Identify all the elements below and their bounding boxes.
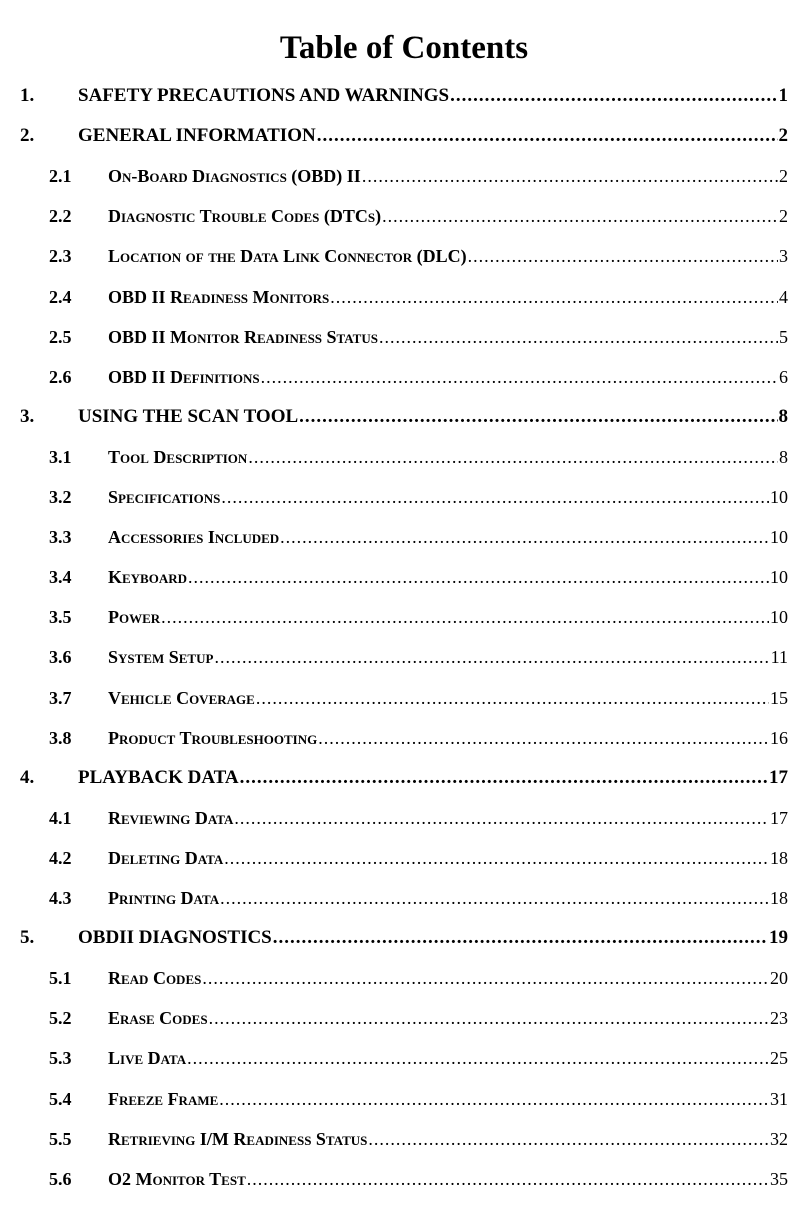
toc-entry-line [108, 1087, 788, 1111]
dot-leader [256, 686, 769, 710]
dot-leader [202, 966, 769, 990]
dot-leader [221, 485, 769, 509]
toc-entry-title: Reviewing Data [108, 808, 234, 828]
toc-entry-title: Retrieving I/M Readiness Status [108, 1129, 368, 1149]
toc-entry-number: 5. [20, 927, 35, 948]
dot-leader [299, 405, 777, 429]
toc-entry-title: GENERAL INFORMATION [78, 125, 316, 146]
toc-entry-line [108, 1127, 788, 1151]
toc-entry-number: 5.1 [49, 968, 72, 988]
toc-entry-number: 2.1 [49, 166, 72, 186]
toc-entry-title: OBDII DIAGNOSTICS [78, 927, 272, 948]
toc-page-number: 2 [778, 125, 788, 146]
toc-entry-number: 5.4 [49, 1089, 72, 1109]
toc-page-number: 16 [770, 728, 788, 748]
toc-section-row [0, 244, 808, 268]
dot-leader [318, 726, 769, 750]
toc-entry-number: 3. [20, 406, 35, 427]
toc-entry-title: OBD II Definitions [108, 367, 260, 387]
dot-leader [450, 84, 777, 108]
toc-page-number: 25 [770, 1048, 788, 1068]
toc-section-row [0, 846, 808, 870]
toc-entry-line [108, 565, 788, 589]
toc-page-number: 1 [778, 85, 788, 106]
dot-leader [234, 806, 769, 830]
toc-chapter-row [0, 926, 808, 950]
toc-entry-title: On-Board Diagnostics (OBD) II [108, 166, 361, 186]
dot-leader [224, 846, 769, 870]
toc-chapter-row [0, 124, 808, 148]
toc-entry-title: PLAYBACK DATA [78, 767, 239, 788]
toc-entry-line [78, 84, 788, 108]
toc-page-number: 10 [770, 527, 788, 547]
toc-entry-title: Erase Codes [108, 1008, 208, 1028]
toc-page-number: 11 [770, 647, 788, 667]
toc-page-number: 17 [770, 808, 788, 828]
toc-page-number: 18 [770, 888, 788, 908]
toc-entry-title: Freeze Frame [108, 1089, 219, 1109]
toc-entry-number: 3.1 [49, 447, 72, 467]
toc-page-number: 3 [779, 246, 788, 266]
toc-entry-line [108, 645, 788, 669]
toc-section-row [0, 645, 808, 669]
toc-section-row [0, 445, 808, 469]
toc-chapter-row [0, 405, 808, 429]
toc-entry-number: 4. [20, 767, 35, 788]
toc-entry-title: Printing Data [108, 888, 220, 908]
dot-leader [261, 365, 778, 389]
toc-entry-title: O2 Monitor Test [108, 1169, 246, 1189]
toc-chapter-row [0, 766, 808, 790]
toc-section-row [0, 285, 808, 309]
dot-leader [368, 1127, 769, 1151]
toc-page-number: 2 [779, 166, 788, 186]
toc-entry-line [108, 365, 788, 389]
toc-section-row [0, 565, 808, 589]
toc-entry-title: Keyboard [108, 567, 188, 587]
toc-entry-number: 3.4 [49, 567, 72, 587]
dot-leader [468, 244, 778, 268]
dot-leader [161, 605, 769, 629]
toc-section-row [0, 1006, 808, 1030]
toc-entry-number: 2.5 [49, 327, 72, 347]
toc-entry-line [108, 1006, 788, 1030]
dot-leader [379, 325, 778, 349]
toc-entry-number: 2.6 [49, 367, 72, 387]
toc-entry-number: 4.1 [49, 808, 72, 828]
toc-page-number: 20 [770, 968, 788, 988]
toc-entry-number: 3.8 [49, 728, 72, 748]
toc-page-number: 8 [778, 406, 788, 427]
toc-section-row [0, 204, 808, 228]
dot-leader [273, 926, 768, 950]
toc-entry-line [108, 1046, 788, 1070]
toc-section-row [0, 485, 808, 509]
toc-entry-title: OBD II Readiness Monitors [108, 287, 330, 307]
toc-entry-title: Deleting Data [108, 848, 224, 868]
toc-page-number: 6 [779, 367, 788, 387]
toc-section-row [0, 1046, 808, 1070]
dot-leader [220, 886, 769, 910]
toc-section-row [0, 686, 808, 710]
toc-entry-line [108, 325, 788, 349]
toc-section-row [0, 605, 808, 629]
toc-page-number: 2 [779, 206, 788, 226]
toc-entry-number: 5.2 [49, 1008, 72, 1028]
toc-entry-number: 3.3 [49, 527, 72, 547]
toc-page-number: 10 [770, 487, 788, 507]
toc-entry-number: 2.4 [49, 287, 72, 307]
toc-entry-title: Tool Description [108, 447, 248, 467]
toc-entry-line [108, 244, 788, 268]
toc-section-row [0, 1167, 808, 1191]
toc-section-row [0, 525, 808, 549]
toc-section-row [0, 365, 808, 389]
toc-section-row [0, 886, 808, 910]
toc-entry-title: Vehicle Coverage [108, 688, 255, 708]
toc-section-row [0, 1087, 808, 1111]
toc-entry-line [78, 124, 788, 148]
toc-entry-number: 3.2 [49, 487, 72, 507]
toc-section-row [0, 1127, 808, 1151]
dot-leader [362, 164, 778, 188]
toc-entry-line [108, 605, 788, 629]
toc-page-number: 23 [770, 1008, 788, 1028]
toc-entry-line [108, 1167, 788, 1191]
toc-entry-title: Product Troubleshooting [108, 728, 318, 748]
toc-entry-title: Read Codes [108, 968, 202, 988]
toc-entry-number: 2.3 [49, 246, 72, 266]
toc-entry-number: 3.5 [49, 607, 72, 627]
toc-entry-number: 3.6 [49, 647, 72, 667]
toc-section-row [0, 806, 808, 830]
dot-leader [219, 1087, 769, 1111]
dot-leader [280, 525, 769, 549]
toc-page-number: 8 [779, 447, 788, 467]
dot-leader [247, 1167, 769, 1191]
dot-leader [248, 445, 778, 469]
toc-chapter-row [0, 84, 808, 108]
toc-section-row [0, 164, 808, 188]
toc-section-row [0, 966, 808, 990]
toc-entry-number: 2.2 [49, 206, 72, 226]
toc-entry-number: 4.2 [49, 848, 72, 868]
toc-entry-line [108, 285, 788, 309]
toc-entry-line [108, 204, 788, 228]
toc-page-number: 18 [770, 848, 788, 868]
toc-entry-line [108, 164, 788, 188]
toc-entry-number: 5.6 [49, 1169, 72, 1189]
toc-entry-line [108, 886, 788, 910]
dot-leader [317, 124, 778, 148]
toc-page-number: 15 [770, 688, 788, 708]
dot-leader [187, 1046, 769, 1070]
toc-page-number: 5 [779, 327, 788, 347]
dot-leader [382, 204, 778, 228]
toc-entry-title: Live Data [108, 1048, 187, 1068]
toc-page-number: 17 [769, 767, 788, 788]
toc-entry-title: SAFETY PRECAUTIONS AND WARNINGS [78, 85, 450, 106]
toc-entry-line [78, 405, 788, 429]
toc-page-number: 32 [770, 1129, 788, 1149]
toc-entry-title: Power [108, 607, 161, 627]
dot-leader [330, 285, 778, 309]
toc-entry-line [108, 846, 788, 870]
toc-page-number: 31 [770, 1089, 788, 1109]
toc-entry-number: 5.5 [49, 1129, 72, 1149]
toc-page-number: 10 [770, 607, 788, 627]
toc-entry-line [108, 485, 788, 509]
toc-page-number: 4 [779, 287, 788, 307]
toc-page-number: 19 [769, 927, 788, 948]
toc-entry-title: System Setup [108, 647, 214, 667]
toc-entry-number: 4.3 [49, 888, 72, 908]
toc-entry-title: Specifications [108, 487, 221, 507]
toc-entry-title: Accessories Included [108, 527, 280, 547]
toc-entry-title: Diagnostic Trouble Codes (DTCs) [108, 206, 382, 226]
dot-leader [188, 565, 769, 589]
toc-section-row [0, 325, 808, 349]
dot-leader [209, 1006, 769, 1030]
toc-entry-line [108, 445, 788, 469]
toc-entry-number: 3.7 [49, 688, 72, 708]
toc-entry-line [108, 726, 788, 750]
toc-entry-line [108, 806, 788, 830]
toc-entry-number: 1. [20, 85, 35, 106]
toc-page-number: 10 [770, 567, 788, 587]
toc-page-number: 35 [770, 1169, 788, 1189]
toc-entry-title: Location of the Data Link Connector (DLC) [108, 246, 467, 266]
dot-leader [214, 645, 769, 669]
toc-entry-line [108, 686, 788, 710]
toc-entry-line [78, 766, 788, 790]
page-title: Table of Contents [279, 30, 529, 66]
toc-entry-title: OBD II Monitor Readiness Status [108, 327, 378, 347]
toc-entry-number: 5.3 [49, 1048, 72, 1068]
toc-entry-number: 2. [20, 125, 35, 146]
toc-section-row [0, 726, 808, 750]
toc-entry-line [108, 525, 788, 549]
toc-entry-title: USING THE SCAN TOOL [78, 406, 299, 427]
dot-leader [240, 766, 768, 790]
toc-entry-line [78, 926, 788, 950]
toc-entry-line [108, 966, 788, 990]
